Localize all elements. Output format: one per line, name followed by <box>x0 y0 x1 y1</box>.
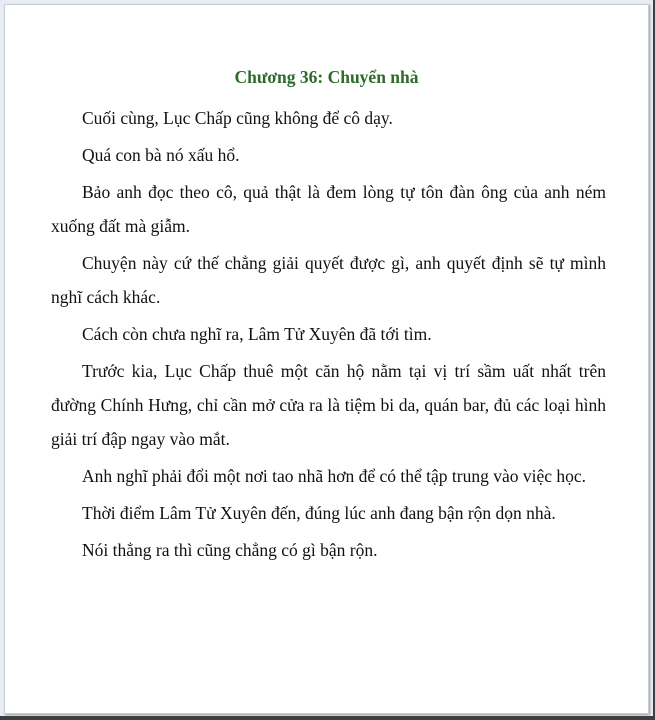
chapter-title: Chương 36: Chuyển nhà <box>234 67 419 87</box>
paragraph: Thời điểm Lâm Tử Xuyên đến, đúng lúc anh đang bận rộn dọn nhà. <box>82 503 556 523</box>
paragraph: Cuối cùng, Lục Chấp cũng không để cô dạy. <box>82 108 393 128</box>
paragraph: Cách còn chưa nghĩ ra, Lâm Tử Xuyên đã tới tìm. <box>82 324 432 344</box>
paragraph: Nói thẳng ra thì cũng chẳng có gì bận rộn. <box>82 540 378 560</box>
paragraph: Trước kia, Lục Chấp thuê một căn hộ nằm tại vị trí sầm uất nhất trên đường Chính Hưng, chỉ cần mở cửa ra là tiệm bi da, quán bar, đủ các loại hình giải trí đập ngay vào mắt. <box>51 361 606 449</box>
paragraph: Quá con bà nó xấu hổ. <box>82 145 240 165</box>
paragraph: Bảo anh đọc theo cô, quả thật là đem lòng tự tôn đàn ông của anh ném xuống đất mà giẫm. <box>51 182 606 236</box>
paragraph: Anh nghĩ phải đổi một nơi tao nhã hơn để có thể tập trung vào việc học. <box>82 466 587 486</box>
document-page <box>4 4 649 714</box>
chapter-body <box>51 101 606 570</box>
paragraph: Chuyện này cứ thế chẳng giải quyết được gì, anh quyết định sẽ tự mình nghĩ cách khác. <box>51 253 606 307</box>
